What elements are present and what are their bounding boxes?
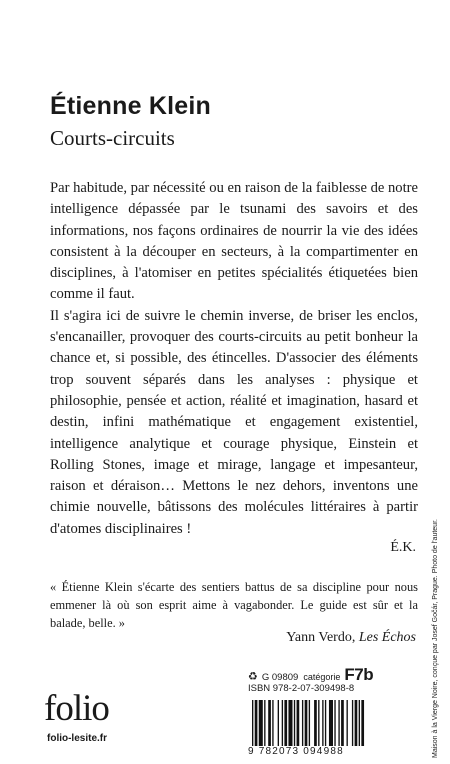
blurb-paragraph-1: Par habitude, par nécessité ou en raison de la faiblesse de notre intelligence dépassée par le tsunami des savoirs et des informations, nos façons ordinaires de nourrir la vie des idées consistent à la découper en secteurs, à la compartimenter en disciplines, à l'atomiser en petites spécialités étiquetées bien comme il faut. <box>50 180 418 303</box>
category-code: F7b <box>344 665 374 684</box>
barcode-bar <box>359 700 360 746</box>
barcode-bar <box>264 700 265 746</box>
quote-publication: Les Échos <box>358 630 416 645</box>
barcode-bar <box>334 700 335 746</box>
barcode-bar <box>355 700 358 746</box>
barcode-bar <box>341 700 344 746</box>
author-name: Étienne Klein <box>50 92 211 120</box>
barcode-bar <box>297 700 300 746</box>
barcode-bar <box>329 700 333 746</box>
barcode-bar <box>361 700 364 746</box>
barcode-bar <box>338 700 339 746</box>
barcode-bar <box>268 700 271 746</box>
barcode-bar <box>278 700 279 746</box>
barcode-bar <box>314 700 317 746</box>
barcode-bar <box>347 700 348 746</box>
category-label: catégorie <box>303 672 341 682</box>
press-quote: « Étienne Klein s'écarte des sentiers battus de sa discipline pour nous emmener là où son esprit aime à vagabonder. Le guide est sûr et la balade, belle. » <box>50 580 418 630</box>
barcode-bar <box>288 700 292 746</box>
barcode-bar <box>322 700 323 746</box>
barcode-bar <box>294 700 295 746</box>
barcode-bar <box>255 700 258 746</box>
barcode-bar <box>282 700 283 746</box>
back-cover-blurb <box>50 178 418 540</box>
quote-author: Yann Verdo, <box>286 630 356 645</box>
product-code: G 09809 <box>261 672 299 683</box>
barcode-bar <box>252 700 253 746</box>
recycle-icon: ♻ <box>248 671 258 683</box>
barcode-bar <box>352 700 353 746</box>
quote-source <box>220 630 416 646</box>
barcode-bar <box>272 700 273 746</box>
barcode-bar <box>302 700 303 746</box>
publisher-site: folio-lesite.fr <box>47 733 108 744</box>
product-codes <box>248 665 418 694</box>
barcode-bar <box>305 700 308 746</box>
book-title: Courts-circuits <box>50 126 175 150</box>
photo-credits: Maison à la Vierge Noire, conçue par Josef Gočár, Prague. Photo de l'auteur. <box>432 519 439 758</box>
barcode-bar <box>309 700 310 746</box>
author-initials: É.K. <box>390 540 416 555</box>
blurb-paragraph-2: Il s'agira ici de suivre le chemin inverse, de briser les enclos, s'encanailler, provoquer des courts-circuits au petit bonheur la chance et, si possible, des étincelles. D'associer des éléments trop souvent séparés dans les analyses : physique et philosophie, pensée et action, réalité et imagination, hasard et destin, infini mathématique et engagement existentiel, intelligence analytique et courage physique, Einstein et Rolling Stones, image et mirage, langage et impesanteur, raison et déraison… Mettons le nez dehors, inventons une chimie nouvelle, bâtissons des molécules littéraires à partir d'atomes disciplinaires ! <box>50 307 418 537</box>
barcode-bar <box>318 700 319 746</box>
barcode <box>250 700 418 748</box>
barcode-digits: 9 782073 094988 <box>248 746 344 757</box>
barcode-bar <box>284 700 287 746</box>
publisher-logo: folio <box>44 688 109 729</box>
isbn: ISBN 978-2-07-309498-8 <box>248 683 355 694</box>
barcode-bar <box>325 700 326 746</box>
barcode-bar <box>259 700 263 746</box>
